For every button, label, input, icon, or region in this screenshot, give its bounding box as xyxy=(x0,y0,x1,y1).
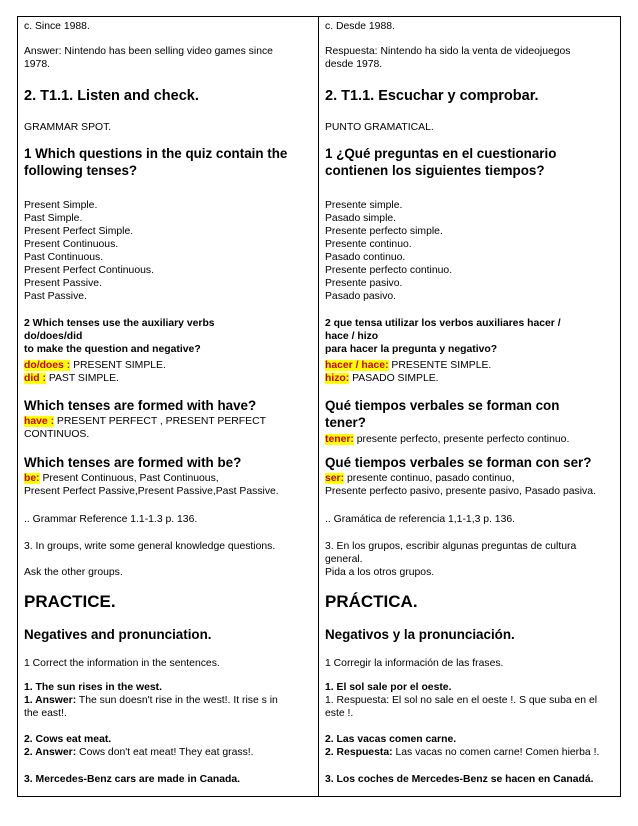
highlight-have: have : xyxy=(24,416,55,427)
list-item: Present Simple. xyxy=(24,200,98,211)
highlight-have: tener: xyxy=(325,434,354,445)
list-item: Past Passive. xyxy=(24,291,87,302)
list-item: Presente simple. xyxy=(325,200,403,211)
ask-instruction: Ask the other groups. xyxy=(24,567,123,578)
correct-instruction: 1 Correct the information in the sentences. xyxy=(24,658,220,669)
groups-instruction: 3. En los grupos, escribir algunas preguntas de cultura general. xyxy=(325,541,577,565)
highlight-did: hizo: xyxy=(325,373,350,384)
list-item: Pasado continuo. xyxy=(325,252,406,263)
be-answer: ser: presente continuo, pasado continuo, Presente perfecto pasivo, presente pasivo, Pasado pasiva. xyxy=(325,473,596,497)
highlight-do: do/does : xyxy=(24,360,71,371)
list-item: Past Continuous. xyxy=(24,252,104,263)
english-column xyxy=(18,17,319,796)
highlight-do: hacer / hace: xyxy=(325,360,389,371)
highlight-be: be: xyxy=(24,473,40,484)
practice-heading: PRÁCTICA. xyxy=(325,592,418,611)
item-3-title: 3. Mercedes-Benz cars are made in Canada. xyxy=(24,774,240,785)
have-answer: have : PRESENT PERFECT , PRESENT PERFECT CONTINUOS. xyxy=(24,416,266,440)
item-1-answer: 1. Answer: The sun doesn't rise in the west!. It rise s in the east!. xyxy=(24,695,278,719)
item-2-title: 2. Las vacas comen carne. xyxy=(325,734,457,745)
section-title: 2. T1.1. Escuchar y comprobar. xyxy=(325,88,539,104)
grammar-spot-label: GRAMMAR SPOT. xyxy=(24,122,112,133)
question-1: 1 Which questions in the quiz contain the following tenses? xyxy=(24,146,288,178)
list-item: Pasado simple. xyxy=(325,213,397,224)
highlight-did: did : xyxy=(24,373,46,384)
practice-heading: PRACTICE. xyxy=(24,592,116,611)
tense-list xyxy=(325,199,616,303)
list-item: Presente continuo. xyxy=(325,239,412,250)
have-answer: tener: presente perfecto, presente perfecto continuo. xyxy=(325,434,570,445)
groups-instruction: 3. In groups, write some general knowledge questions. xyxy=(24,541,276,552)
have-question: Qué tiempos verbales se forman con tener? xyxy=(325,398,560,430)
since-line: c. Since 1988. xyxy=(24,21,90,32)
list-item: Presente perfecto simple. xyxy=(325,226,443,237)
be-answer: be: Present Continuous, Past Continuous, Present Perfect Passive,Present Passive,Past Passive. xyxy=(24,473,279,497)
tense-list xyxy=(24,199,314,303)
list-item: Past Simple. xyxy=(24,213,83,224)
do-answer: hacer / hace: PRESENTE SIMPLE. xyxy=(325,360,492,371)
item-1-answer: 1. Respuesta: El sol no sale en el oeste !. S que suba en el este !. xyxy=(325,695,598,719)
list-item: Present Perfect Simple. xyxy=(24,226,134,237)
ask-instruction: Pida a los otros grupos. xyxy=(325,567,435,578)
list-item: Presente perfecto continuo. xyxy=(325,265,453,276)
negatives-heading: Negatives and pronunciation. xyxy=(24,627,212,642)
list-item: Present Passive. xyxy=(24,278,102,289)
section-title: 2. T1.1. Listen and check. xyxy=(24,88,199,104)
item-1-title: 1. El sol sale por el oeste. xyxy=(325,682,452,693)
item-2-answer: 2. Respuesta: Las vacas no comen carne! Comen hierba !. xyxy=(325,747,600,758)
spanish-column xyxy=(319,17,620,796)
correct-instruction: 1 Corregir la información de las frases. xyxy=(325,658,504,669)
answer-text: Respuesta: Nintendo ha sido la venta de videojuegos desde 1978. xyxy=(325,46,571,70)
answer-text: Answer: Nintendo has been selling video games since 1978. xyxy=(24,46,273,70)
item-3-title: 3. Los coches de Mercedes-Benz se hacen en Canadá. xyxy=(325,774,594,785)
item-1-title: 1. The sun rises in the west. xyxy=(24,682,163,693)
grammar-reference: .. Grammar Reference 1.1-1.3 p. 136. xyxy=(24,514,198,525)
since-line: c. Desde 1988. xyxy=(325,21,395,32)
do-answer: do/does : PRESENT SIMPLE. xyxy=(24,360,166,371)
highlight-be: ser: xyxy=(325,473,345,484)
question-1: 1 ¿Qué preguntas en el cuestionario contienen los siguientes tiempos? xyxy=(325,146,557,178)
list-item: Pasado pasivo. xyxy=(325,291,397,302)
item-2-title: 2. Cows eat meat. xyxy=(24,734,112,745)
grammar-spot-label: PUNTO GRAMATICAL. xyxy=(325,122,434,133)
be-question: Qué tiempos verbales se forman con ser? xyxy=(325,455,592,470)
question-2: 2 que tensa utilizar los verbos auxiliares hacer / hace / hizo para hacer la pregunta y negativo? xyxy=(325,318,561,355)
did-answer: did : PAST SIMPLE. xyxy=(24,373,119,384)
did-answer: hizo: PASADO SIMPLE. xyxy=(325,373,439,384)
be-question: Which tenses are formed with be? xyxy=(24,455,242,470)
grammar-reference: .. Gramática de referencia 1,1-1,3 p. 136. xyxy=(325,514,516,525)
list-item: Present Perfect Continuous. xyxy=(24,265,154,276)
item-2-answer: 2. Answer: Cows don't eat meat! They eat grass!. xyxy=(24,747,254,758)
have-question: Which tenses are formed with have? xyxy=(24,398,257,413)
negatives-heading: Negativos y la pronunciación. xyxy=(325,627,515,642)
list-item: Presente pasivo. xyxy=(325,278,403,289)
list-item: Present Continuous. xyxy=(24,239,119,250)
question-2: 2 Which tenses use the auxiliary verbs do/does/did to make the question and negative? xyxy=(24,318,215,355)
bilingual-table xyxy=(17,16,621,797)
